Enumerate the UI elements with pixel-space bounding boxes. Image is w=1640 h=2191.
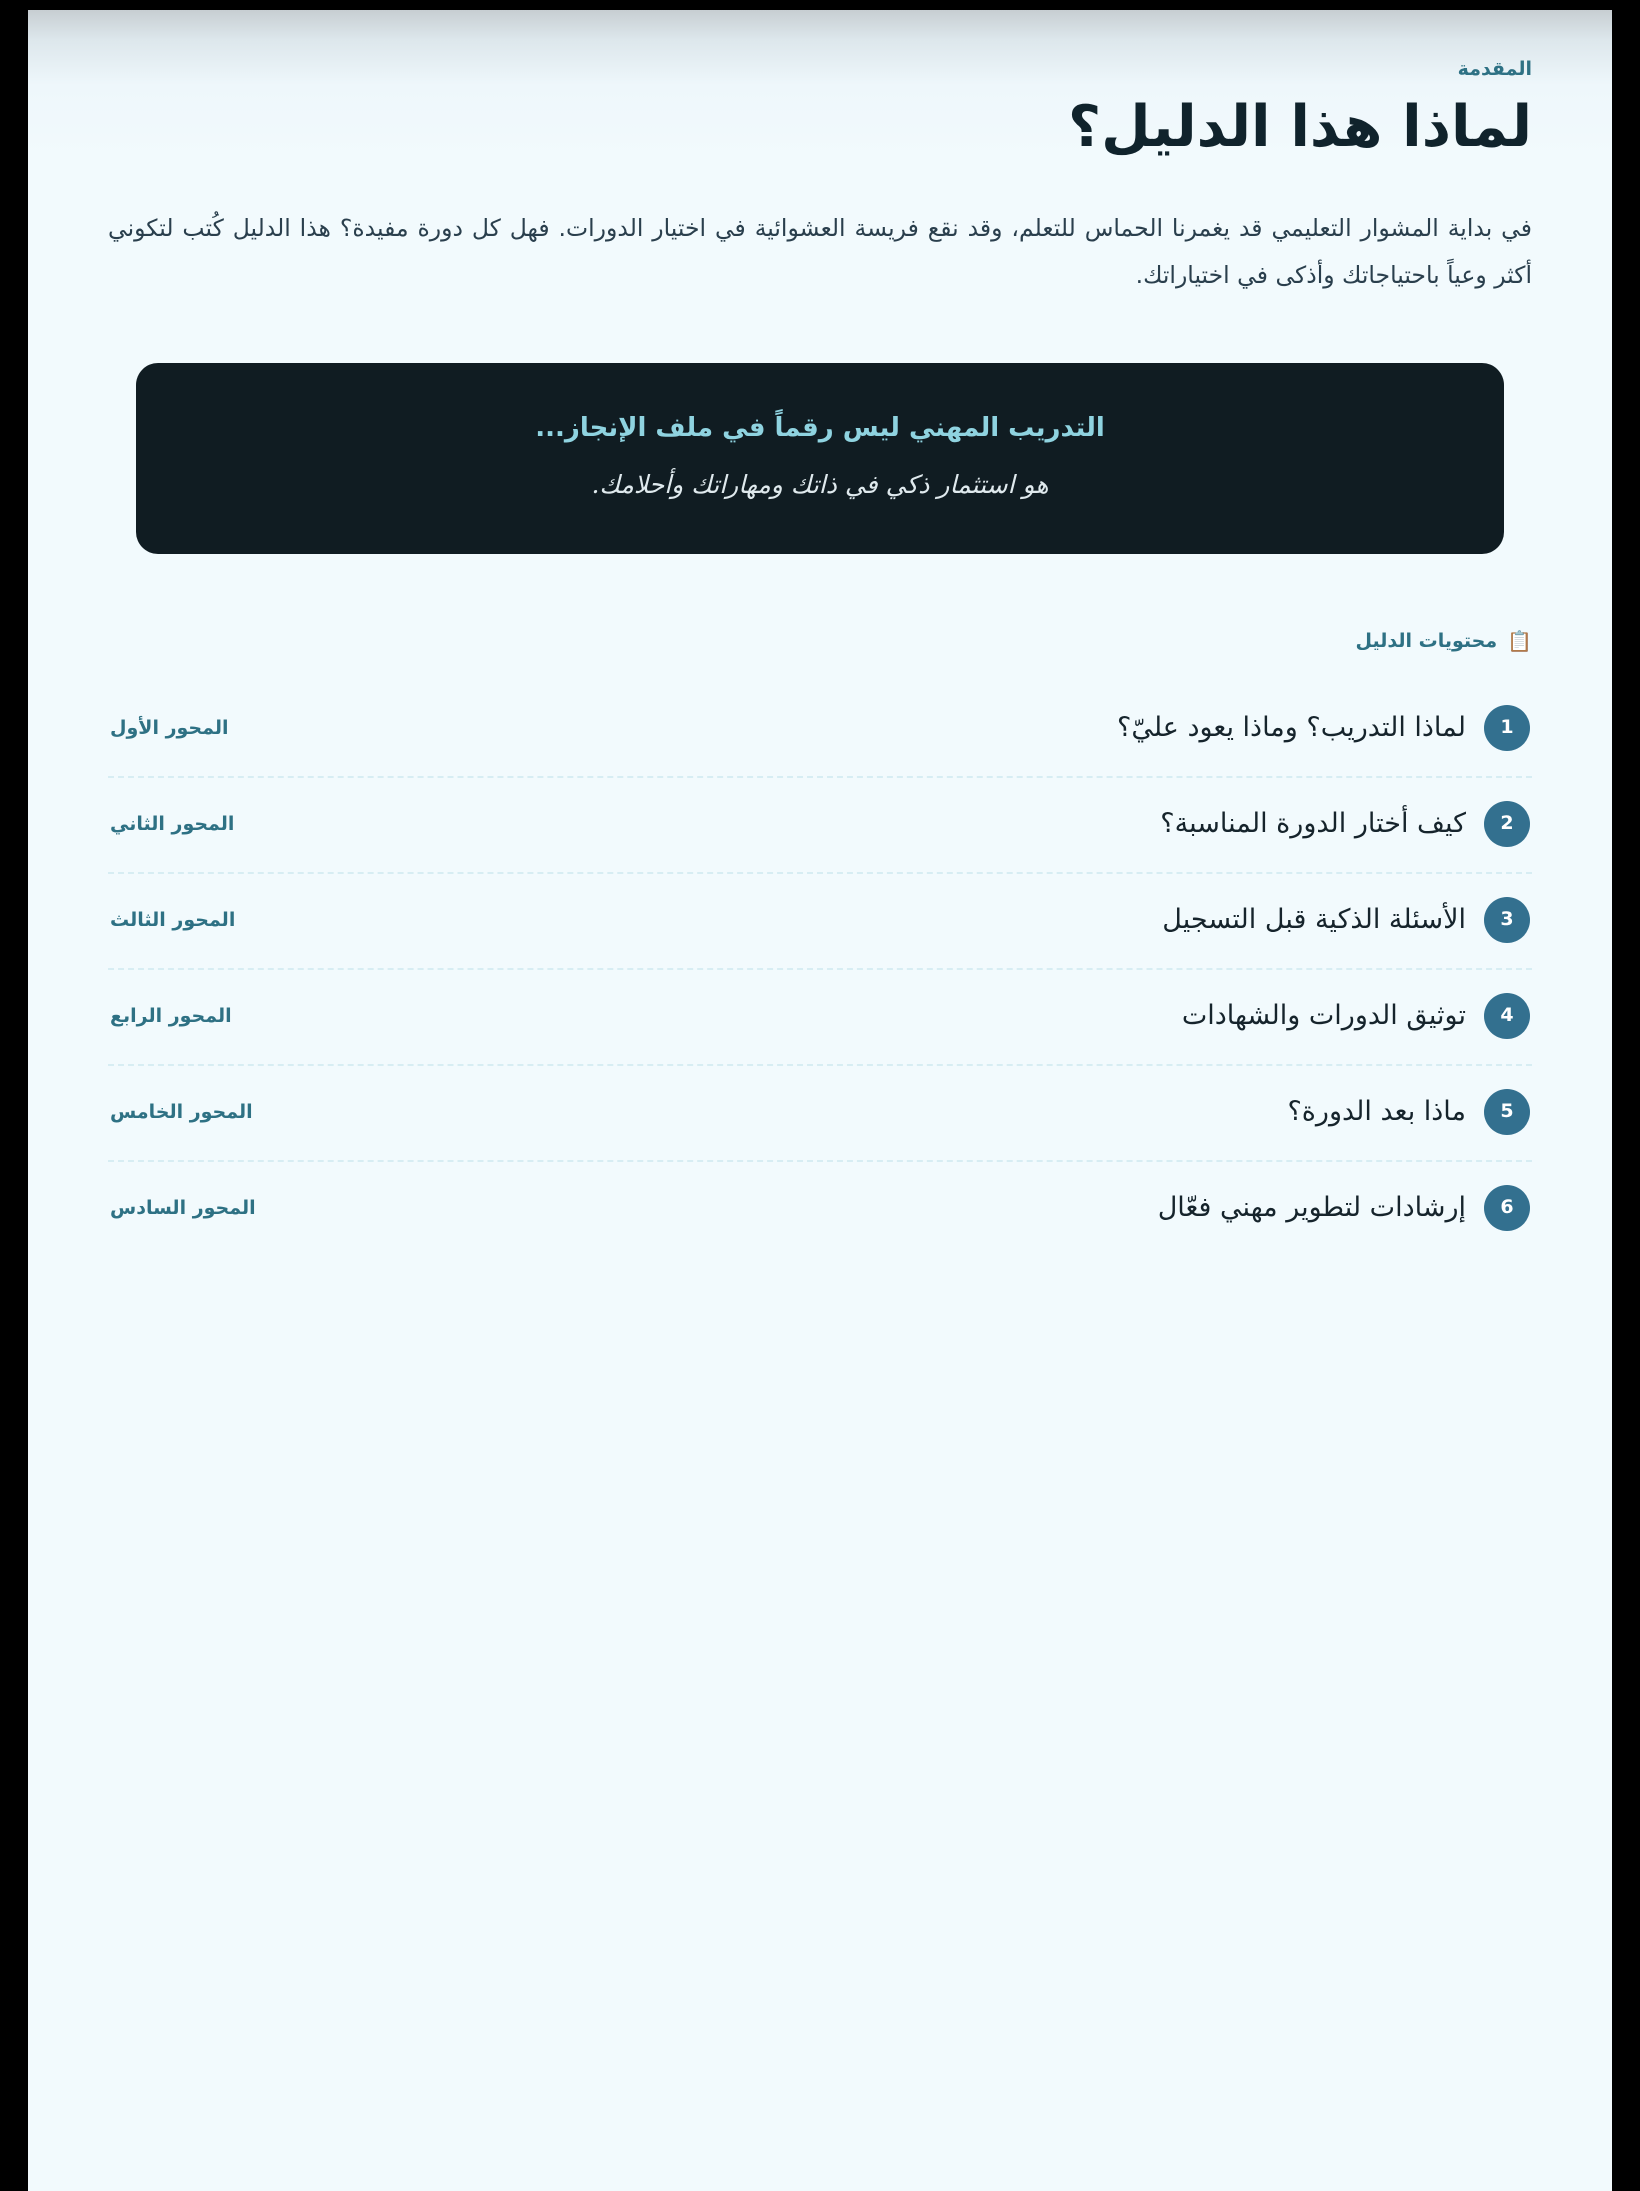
toc-item-badge: 6 — [1484, 1185, 1530, 1231]
toc-row-main — [1182, 993, 1530, 1039]
toc-item-badge: 2 — [1484, 801, 1530, 847]
toc-item-badge: 1 — [1484, 705, 1530, 751]
callout-headline: التدريب المهني ليس رقماً في ملف الإنجاز... — [535, 413, 1105, 444]
toc-heading — [108, 630, 1532, 652]
toc-item-title: لماذا التدريب؟ وماذا يعود عليّ؟ — [1116, 712, 1466, 744]
toc-item-title: توثيق الدورات والشهادات — [1181, 1000, 1466, 1032]
intro-paragraph: في بداية المشوار التعليمي قد يغمرنا الحماس للتعلم، وقد نقع فريسة العشوائية في اختيار الدورات. فهل كل دورة مفيدة؟ هذا الدليل كُتب لتكوني أكثر وعياً باحتياجاتك وأذكى في اختياراتك. — [108, 214, 1532, 290]
toc-item-title: كيف أختار الدورة المناسبة؟ — [1160, 808, 1466, 840]
toc-row[interactable] — [108, 1160, 1532, 1256]
section-eyebrow-label: المقدمة — [1457, 58, 1532, 80]
toc-list — [108, 680, 1532, 1256]
toc-row-main — [1158, 1185, 1530, 1231]
quote-callout-box — [136, 363, 1504, 554]
toc-item-meta: المحور الأول — [110, 716, 229, 739]
clipboard-icon: 📋 — [1507, 628, 1532, 653]
toc-row-main — [1160, 801, 1530, 847]
toc-item-title: إرشادات لتطوير مهني فعّال — [1157, 1192, 1466, 1224]
toc-item-meta: المحور الخامس — [110, 1100, 253, 1123]
page-surface — [28, 10, 1612, 2191]
toc-row-main — [1162, 897, 1530, 943]
toc-item-meta: المحور السادس — [110, 1196, 256, 1219]
toc-item-badge: 3 — [1484, 897, 1530, 943]
toc-item-badge: 4 — [1484, 993, 1530, 1039]
toc-item-title: ماذا بعد الدورة؟ — [1287, 1096, 1466, 1128]
toc-row[interactable] — [108, 776, 1532, 872]
toc-row[interactable] — [108, 680, 1532, 776]
toc-row-main — [1287, 1089, 1530, 1135]
page-title: لماذا هذا الدليل؟ — [1068, 94, 1532, 160]
toc-item-meta: المحور الرابع — [110, 1004, 232, 1027]
table-of-contents-section — [108, 630, 1532, 1256]
toc-row[interactable] — [108, 968, 1532, 1064]
toc-row[interactable] — [108, 872, 1532, 968]
toc-item-meta: المحور الثالث — [110, 908, 236, 931]
toc-row[interactable] — [108, 1064, 1532, 1160]
callout-subline: هو استثمار ذكي في ذاتك ومهاراتك وأحلامك. — [591, 470, 1049, 500]
toc-row-main — [1117, 705, 1530, 751]
toc-item-badge: 5 — [1484, 1089, 1530, 1135]
content-column — [28, 10, 1612, 1256]
toc-item-meta: المحور الثاني — [110, 812, 235, 835]
toc-heading-label: محتويات الدليل — [1355, 629, 1498, 652]
toc-item-title: الأسئلة الذكية قبل التسجيل — [1162, 904, 1466, 936]
